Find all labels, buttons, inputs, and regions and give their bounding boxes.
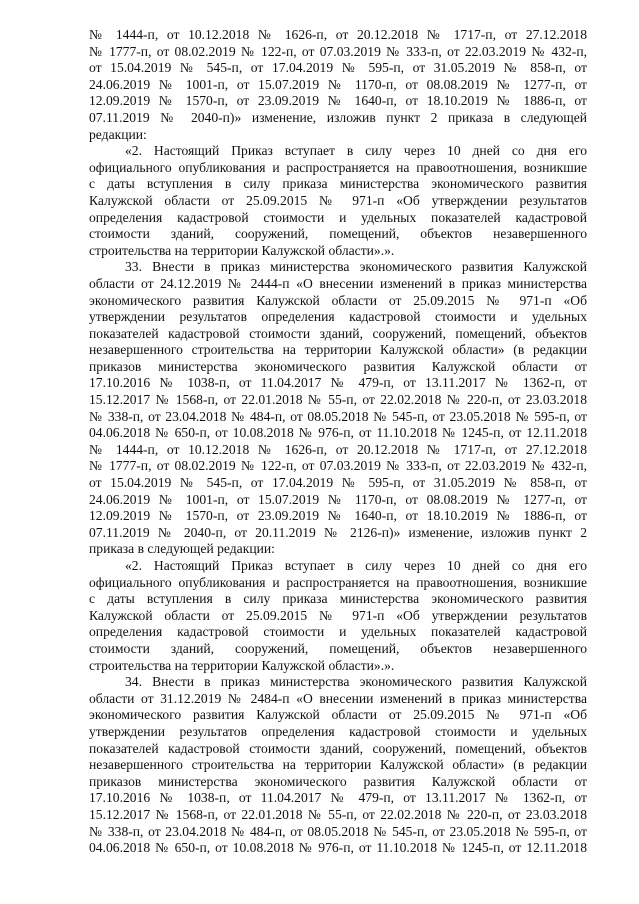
- text-line: 24.06.2019 № 1001-п, от 15.07.2019 № 1170-п, от 08.08.2019 № 1277-п, от: [89, 76, 587, 92]
- text-line: стоимости зданий, сооружений, помещений, объектов незавершенного: [89, 640, 587, 656]
- text-line: показателей кадастровой стоимости зданий, сооружений, помещений, объектов: [89, 740, 587, 756]
- text-line: от 15.04.2019 № 545-п, от 17.04.2019 № 595-п, от 31.05.2019 № 858-п, от: [89, 60, 587, 76]
- text-line: с даты вступления в силу приказа министерства экономического развития: [89, 591, 587, 607]
- text-line: утверждении результатов определения кадастровой стоимости и удельных: [89, 723, 587, 739]
- text-line: № 338-п, от 23.04.2018 № 484-п, от 08.05.2018 № 545-п, от 23.05.2018 № 595-п, от: [89, 408, 587, 424]
- text-line: приказов министерства экономического развития Калужской области от: [89, 773, 587, 789]
- text-line: стоимости зданий, сооружений, помещений, объектов незавершенного: [89, 226, 587, 242]
- text-line: № 1777-п, от 08.02.2019 № 122-п, от 07.03.2019 № 333-п, от 22.03.2019 № 432-п,: [89, 458, 587, 474]
- text-line: Калужской области от 25.09.2015 № 971-п «Об утверждении результатов: [89, 192, 587, 208]
- text-line: 07.11.2019 № 2040-п, от 20.11.2019 № 2126-п)» изменение, изложив пункт 2: [89, 524, 587, 540]
- text-line: строительства на территории Калужской области».».: [89, 242, 395, 258]
- text-line: незавершенного строительства на территории Калужской области» (в редакции: [89, 757, 587, 773]
- text-line: официального опубликования и распространяется на правоотношения, возникшие: [89, 159, 587, 175]
- text-line: официального опубликования и распространяется на правоотношения, возникшие: [89, 574, 587, 590]
- text-line: определения кадастровой стоимости и удельных показателей кадастровой: [89, 624, 587, 640]
- text-line: приказа в следующей редакции:: [89, 541, 275, 557]
- text-line: 04.06.2018 № 650-п, от 10.08.2018 № 976-п, от 11.10.2018 № 1245-п, от 12.11.2018: [89, 840, 587, 856]
- text-line: «2. Настоящий Приказ вступает в силу через 10 дней со дня его: [125, 558, 587, 573]
- text-line: редакции:: [89, 126, 147, 142]
- text-line: 04.06.2018 № 650-п, от 10.08.2018 № 976-п, от 11.10.2018 № 1245-п, от 12.11.2018: [89, 425, 587, 441]
- text-line: Калужской области от 25.09.2015 № 971-п «Об утверждении результатов: [89, 607, 587, 623]
- text-line: 17.10.2016 № 1038-п, от 11.04.2017 № 479-п, от 13.11.2017 № 1362-п, от: [89, 375, 587, 391]
- text-line: 07.11.2019 № 2040-п)» изменение, изложив пункт 2 приказа в следующей: [89, 109, 587, 125]
- text-line: области от 24.12.2019 № 2444-п «О внесении изменений в приказ министерства: [89, 275, 587, 291]
- text-line: № 1444-п, от 10.12.2018 № 1626-п, от 20.12.2018 № 1717-п, от 27.12.2018: [89, 27, 587, 42]
- text-line: определения кадастровой стоимости и удельных показателей кадастровой: [89, 209, 587, 225]
- text-line: № 338-п, от 23.04.2018 № 484-п, от 08.05.2018 № 545-п, от 23.05.2018 № 595-п, от: [89, 823, 587, 839]
- text-line: 34. Внести в приказ министерства экономического развития Калужской: [125, 674, 587, 690]
- text-line: 12.09.2019 № 1570-п, от 23.09.2019 № 1640-п, от 18.10.2019 № 1886-п, от: [89, 508, 587, 524]
- text-line: с даты вступления в силу приказа министерства экономического развития: [89, 176, 587, 192]
- text-line: экономического развития Калужской области от 25.09.2015 № 971-п «Об: [89, 707, 587, 723]
- text-line: № 1444-п, от 10.12.2018 № 1626-п, от 20.12.2018 № 1717-п, от 27.12.2018: [89, 441, 587, 457]
- text-line: «2. Настоящий Приказ вступает в силу через 10 дней со дня его: [125, 143, 587, 159]
- text-line: 15.12.2017 № 1568-п, от 22.01.2018 № 55-п, от 22.02.2018 № 220-п, от 23.03.2018: [89, 392, 587, 408]
- text-line: 17.10.2016 № 1038-п, от 11.04.2017 № 479-п, от 13.11.2017 № 1362-п, от: [89, 790, 587, 806]
- text-line: строительства на территории Калужской области».».: [89, 657, 395, 673]
- text-line: 24.06.2019 № 1001-п, от 15.07.2019 № 1170-п, от 08.08.2019 № 1277-п, от: [89, 491, 587, 507]
- document-body: [89, 27, 587, 857]
- text-line: № 1777-п, от 08.02.2019 № 122-п, от 07.03.2019 № 333-п, от 22.03.2019 № 432-п,: [89, 43, 587, 59]
- text-line: области от 31.12.2019 № 2484-п «О внесении изменений в приказ министерства: [89, 690, 587, 706]
- text-line: приказов министерства экономического развития Калужской области от: [89, 358, 587, 374]
- text-line: 12.09.2019 № 1570-п, от 23.09.2019 № 1640-п, от 18.10.2019 № 1886-п, от: [89, 93, 587, 109]
- text-line: показателей кадастровой стоимости зданий, сооружений, помещений, объектов: [89, 325, 587, 341]
- text-line: утверждении результатов определения кадастровой стоимости и удельных: [89, 309, 587, 325]
- text-line: 33. Внести в приказ министерства экономического развития Калужской: [125, 259, 587, 275]
- text-line: 15.12.2017 № 1568-п, от 22.01.2018 № 55-п, от 22.02.2018 № 220-п, от 23.03.2018: [89, 806, 587, 822]
- text-line: экономического развития Калужской области от 25.09.2015 № 971-п «Об: [89, 292, 587, 308]
- text-line: от 15.04.2019 № 545-п, от 17.04.2019 № 595-п, от 31.05.2019 № 858-п, от: [89, 475, 587, 491]
- text-line: незавершенного строительства на территории Калужской области» (в редакции: [89, 342, 587, 358]
